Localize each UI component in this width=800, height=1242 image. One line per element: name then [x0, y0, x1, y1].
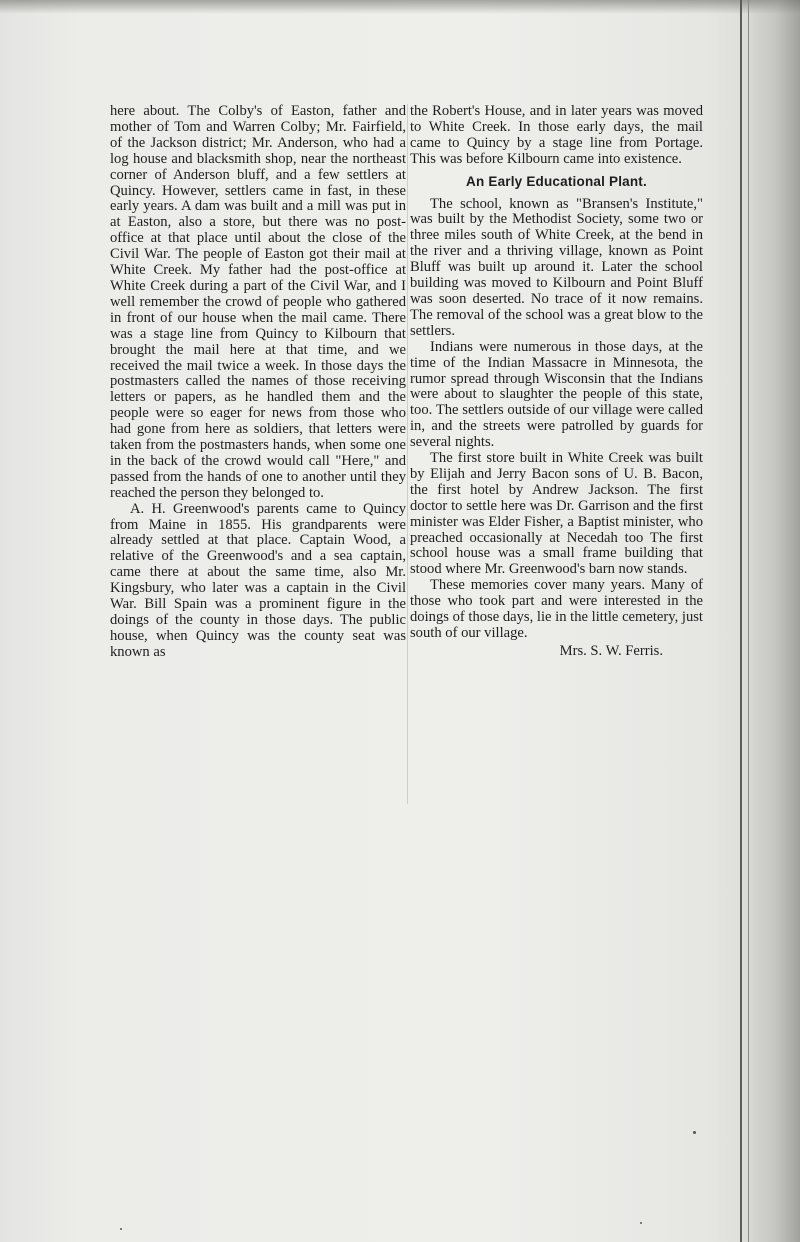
left-column	[110, 104, 406, 661]
page-binding-line-secondary	[748, 0, 749, 1242]
section-heading: An Early Educational Plant.	[466, 173, 647, 189]
left-paragraph-1: here about. The Colby's of Easton, father and mother of Tom and Warren Colby; Mr. Fairfield, of the Jackson district; Mr. Anderson, who had a log house and blacksmith shop, near the northeast corner of Anderson bluff, and a few settlers at Quincy. However, settlers came in fast, in these early years. A dam was built and a mill was put in at Easton, also a store, but there was no post-office at that place until about the close of the Civil War. The people of Easton got their mail at White Creek. My father had the post-office at White Creek during a part of the Civil War, and I well remember the crowd of people who gathered in front of our house when the mail came. There was a stage line from Quincy to Kilbourn that brought the mail here at that time, and we received the mail twice a week. In those days the postmasters called the names of those receiving letters or papers, as he handled them and the people were so eager for news from those who had gone from here as soldiers, that letters were taken from the postmasters hands, when some one in the back of the crowd would call "Here," and passed from the hands of one to another until they reached the person they belonged to.	[110, 103, 406, 501]
right-paragraph-2: Indians were numerous in those days, at the time of the Indian Massacre in Minnesota, the rumor spread through Wisconsin that the Indians were about to slaughter the people of this state, too. The settlers outside of our village were called in, and the streets were patrolled by guards for several nights.	[410, 338, 703, 451]
right-intro-paragraph: the Robert's House, and in later years was moved to White Creek. In those early days, the mail came to Quincy by a stage line from Portage. This was before Kilbourn came into existence.	[410, 103, 703, 167]
page-edge-shadow	[742, 0, 800, 1242]
page-binding-line	[740, 0, 742, 1242]
scan-speck	[640, 1222, 642, 1224]
scan-speck	[120, 1228, 122, 1230]
author-signature: Mrs. S. W. Ferris.	[559, 642, 663, 659]
scan-speck	[693, 1131, 696, 1134]
right-paragraph-3: The first store built in White Creek was built by Elijah and Jerry Bacon sons of U. B. Bacon, the first hotel by Andrew Jackson. The first doctor to settle here was Dr. Garrison and the first minister was Elder Fisher, a Baptist minister, who preached occasionally at Necedah too The first school house was a small frame building that stood where Mr. Greenwood's barn now stands.	[410, 450, 703, 578]
right-paragraph-4: These memories cover many years. Many of those who took part and were interested in the doings of those days, lie in the little cemetery, just south of our village.	[410, 577, 703, 641]
column-divider	[407, 104, 408, 804]
scan-top-shadow	[0, 0, 800, 14]
right-paragraph-1: The school, known as "Bransen's Institute," was built by the Methodist Society, some two or three miles south of White Creek, at the bend in the river and a thriving village, known as Point Bluff was built up around it. Later the school building was moved to Kilbourn and Point Bluff was soon deserted. No trace of it now remains. The removal of the school was a great blow to the settlers.	[410, 195, 703, 339]
right-column	[410, 104, 703, 660]
left-paragraph-2: A. H. Greenwood's parents came to Quincy from Maine in 1855. His grandparents were already settled at that place. Captain Wood, a relative of the Greenwood's and a sea captain, came there at about the same time, also Mr. Kingsbury, who later was a captain in the Civil War. Bill Spain was a prominent figure in the doings of the county in those days. The public house, when Quincy was the county seat was known as	[110, 500, 406, 660]
